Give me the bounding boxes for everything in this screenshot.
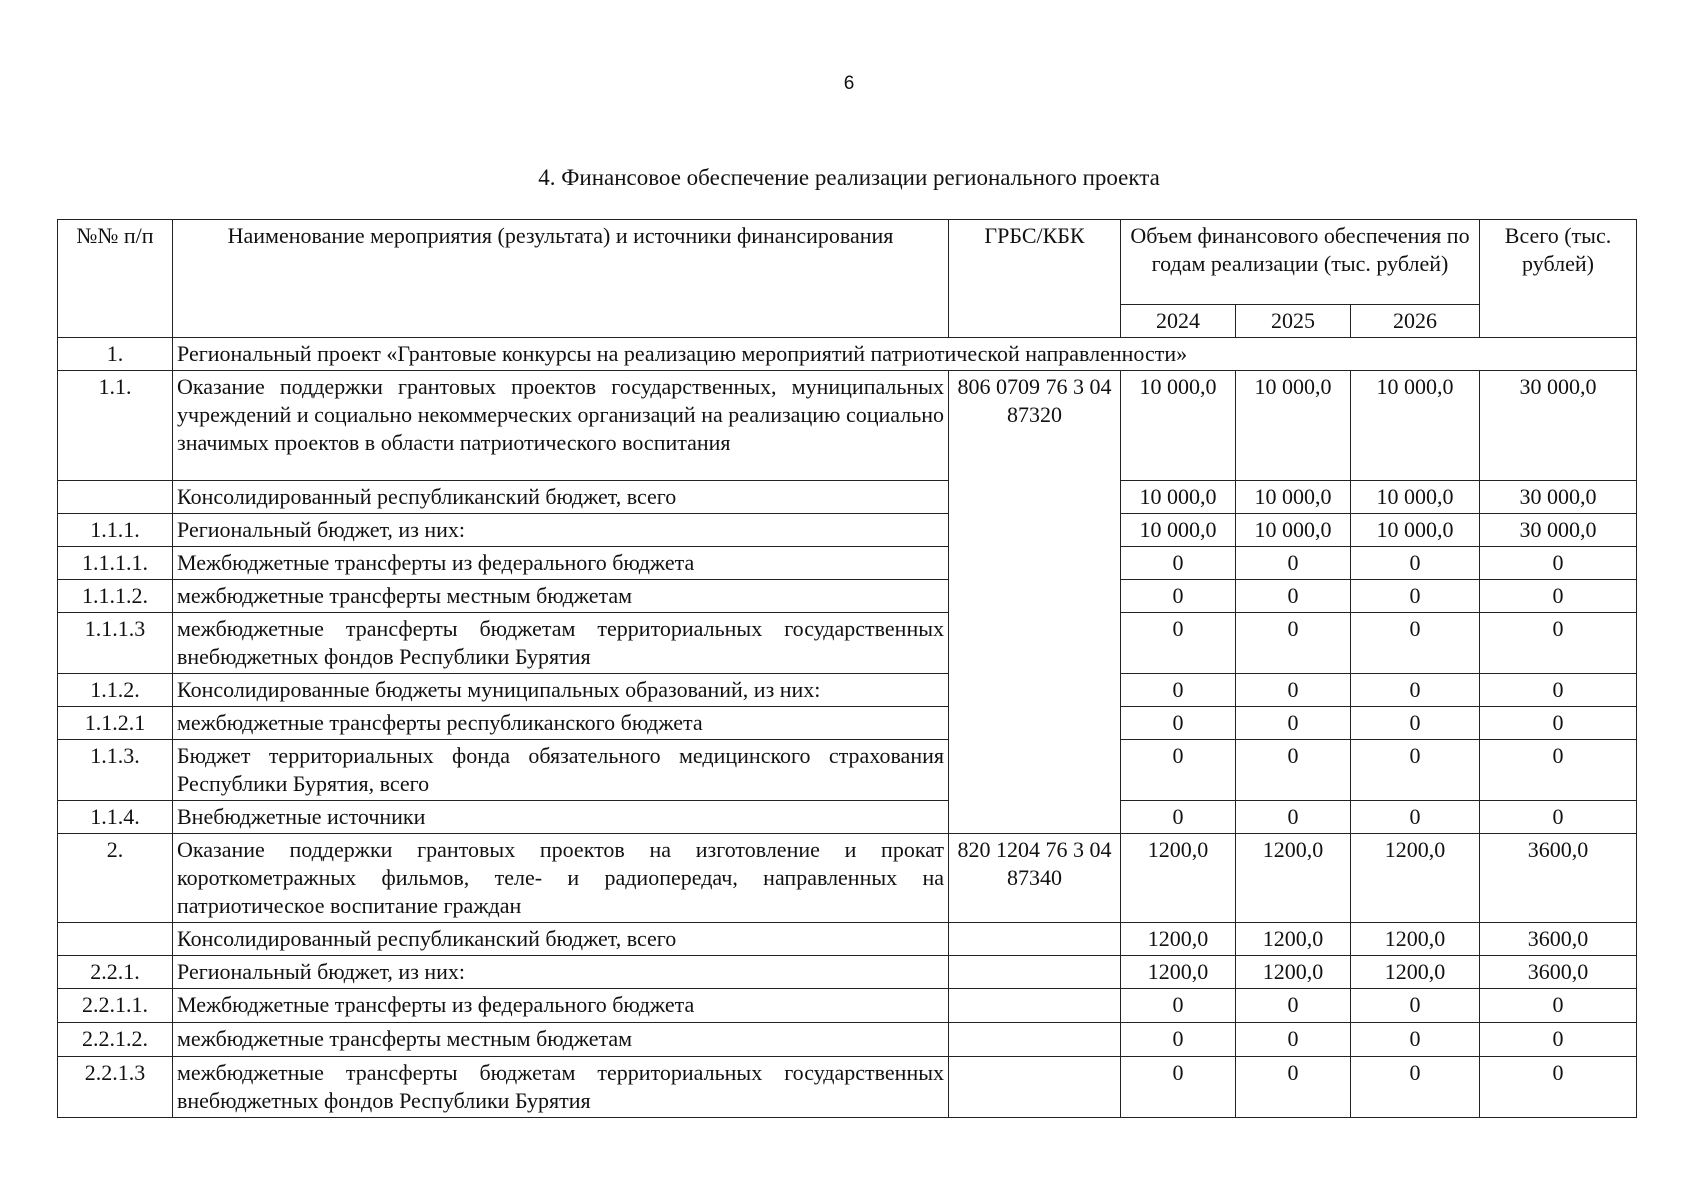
row-total: 0 [1480, 740, 1637, 801]
row-name: Оказание поддержки грантовых проектов на изготовление и прокат короткометражных фильмов, теле- и радиопередач, направленных на патриотическое воспитание граждан [173, 834, 949, 923]
row-value-2026: 0 [1351, 801, 1480, 834]
row-num: 1.1.1.3 [58, 613, 173, 674]
row-grbs-kbk-empty [949, 989, 1121, 1023]
row-grbs-kbk: 806 0709 76 3 04 87320 [949, 371, 1121, 834]
row-value-2025: 1200,0 [1236, 834, 1351, 923]
header-year-2026: 2026 [1351, 305, 1480, 338]
row-value-2024: 0 [1121, 1023, 1236, 1057]
row-name: Консолидированный республиканский бюджет, всего [173, 923, 949, 956]
table-row [58, 580, 1637, 613]
header-grbs: ГРБС/КБК [949, 220, 1121, 338]
row-total: 0 [1480, 580, 1637, 613]
row-total: 3600,0 [1480, 834, 1637, 923]
row-total: 0 [1480, 1023, 1637, 1057]
table-row [58, 707, 1637, 740]
row-value-2025: 0 [1236, 1057, 1351, 1118]
row-value-2024: 1200,0 [1121, 923, 1236, 956]
row-grbs-kbk-empty [949, 1023, 1121, 1057]
header-num: №№ п/п [58, 220, 173, 338]
row-value-2026: 1200,0 [1351, 923, 1480, 956]
row-value-2025: 1200,0 [1236, 923, 1351, 956]
row-value-2026: 0 [1351, 707, 1480, 740]
row-name: Внебюджетные источники [173, 801, 949, 834]
row-name: Консолидированные бюджеты муниципальных образований, из них: [173, 674, 949, 707]
row-value-2026: 1200,0 [1351, 956, 1480, 989]
row-num: 1.1.3. [58, 740, 173, 801]
row-value-2025: 0 [1236, 674, 1351, 707]
table-row [58, 547, 1637, 580]
row-value-2025: 0 [1236, 707, 1351, 740]
row-value-2025: 10 000,0 [1236, 371, 1351, 481]
table-row [58, 923, 1637, 956]
row-total: 0 [1480, 801, 1637, 834]
row-num: 2.2.1.2. [58, 1023, 173, 1057]
row-num: 2. [58, 834, 173, 923]
row-value-2026: 0 [1351, 740, 1480, 801]
row-value-2024: 0 [1121, 989, 1236, 1023]
row-value-2026: 0 [1351, 613, 1480, 674]
row-value-2026: 10 000,0 [1351, 514, 1480, 547]
row-num: 1.1.1. [58, 514, 173, 547]
row-value-2024: 0 [1121, 580, 1236, 613]
row-value-2025: 0 [1236, 580, 1351, 613]
row-value-2024: 1200,0 [1121, 956, 1236, 989]
header-volume: Объем финансового обеспечения по годам реализации (тыс. рублей) [1121, 220, 1480, 305]
row-value-2026: 1200,0 [1351, 834, 1480, 923]
financing-table [57, 219, 1637, 1118]
row-name: Оказание поддержки грантовых проектов государственных, муниципальных учреждений и социально некоммерческих организаций на реализацию социально значимых проектов в области патриотического воспитания [173, 371, 949, 481]
table-row [58, 1057, 1637, 1118]
row-num: 2.2.1. [58, 956, 173, 989]
row-grbs-kbk-empty [949, 1057, 1121, 1118]
table-row [58, 801, 1637, 834]
row-total: 0 [1480, 613, 1637, 674]
row-total: 0 [1480, 674, 1637, 707]
row-total: 30 000,0 [1480, 481, 1637, 514]
row-total: 3600,0 [1480, 923, 1637, 956]
row-total: 30 000,0 [1480, 371, 1637, 481]
row-value-2026: 0 [1351, 547, 1480, 580]
row-name: Межбюджетные трансферты из федерального бюджета [173, 547, 949, 580]
row-num: 1.1. [58, 371, 173, 481]
row-name: Региональный бюджет, из них: [173, 514, 949, 547]
row-total: 0 [1480, 547, 1637, 580]
project-row [58, 338, 1637, 371]
row-value-2025: 0 [1236, 989, 1351, 1023]
row-value-2024: 0 [1121, 547, 1236, 580]
row-grbs-kbk: 820 1204 76 3 04 87340 [949, 834, 1121, 923]
table-row [58, 514, 1637, 547]
row-num [58, 481, 173, 514]
row-value-2026: 10 000,0 [1351, 371, 1480, 481]
page-number: 6 [843, 73, 855, 94]
project-num: 1. [58, 338, 173, 371]
table-row [58, 613, 1637, 674]
table-row [58, 1023, 1637, 1057]
row-value-2025: 0 [1236, 801, 1351, 834]
row-total: 3600,0 [1480, 956, 1637, 989]
row-name: межбюджетные трансферты бюджетам территориальных государственных внебюджетных фондов Республики Бурятия [173, 613, 949, 674]
row-name: межбюджетные трансферты местным бюджетам [173, 1023, 949, 1057]
row-num: 1.1.2. [58, 674, 173, 707]
project-name: Региональный проект «Грантовые конкурсы на реализацию мероприятий патриотической направленности» [173, 338, 1637, 371]
row-num: 1.1.2.1 [58, 707, 173, 740]
section-title: 4. Финансовое обеспечение реализации регионального проекта [538, 165, 1160, 190]
row-name: Межбюджетные трансферты из федерального бюджета [173, 989, 949, 1023]
row-value-2026: 10 000,0 [1351, 481, 1480, 514]
row-value-2024: 10 000,0 [1121, 481, 1236, 514]
row-value-2024: 0 [1121, 613, 1236, 674]
row-total: 0 [1480, 1057, 1637, 1118]
row-num: 2.2.1.1. [58, 989, 173, 1023]
row-value-2026: 0 [1351, 989, 1480, 1023]
row-value-2025: 1200,0 [1236, 956, 1351, 989]
row-value-2025: 0 [1236, 740, 1351, 801]
table-row [58, 989, 1637, 1023]
row-value-2024: 10 000,0 [1121, 514, 1236, 547]
table-row [58, 674, 1637, 707]
row-value-2025: 10 000,0 [1236, 514, 1351, 547]
row-name: Региональный бюджет, из них: [173, 956, 949, 989]
row-grbs-kbk-empty [949, 923, 1121, 956]
row-total: 0 [1480, 707, 1637, 740]
row-value-2026: 0 [1351, 580, 1480, 613]
row-value-2024: 0 [1121, 674, 1236, 707]
row-value-2025: 0 [1236, 547, 1351, 580]
row-value-2025: 0 [1236, 613, 1351, 674]
row-num [58, 923, 173, 956]
row-value-2024: 0 [1121, 740, 1236, 801]
row-num: 1.1.1.1. [58, 547, 173, 580]
row-grbs-kbk-empty [949, 956, 1121, 989]
table-row [58, 956, 1637, 989]
header-year-2025: 2025 [1236, 305, 1351, 338]
row-value-2025: 10 000,0 [1236, 481, 1351, 514]
header-name: Наименование мероприятия (результата) и источники финансирования [173, 220, 949, 338]
row-value-2024: 0 [1121, 801, 1236, 834]
header-total: Всего (тыс. рублей) [1480, 220, 1637, 338]
row-num: 2.2.1.3 [58, 1057, 173, 1118]
table-row [58, 834, 1637, 923]
row-name: Консолидированный республиканский бюджет, всего [173, 481, 949, 514]
row-num: 1.1.1.2. [58, 580, 173, 613]
table-row [58, 481, 1637, 514]
row-total: 30 000,0 [1480, 514, 1637, 547]
row-total: 0 [1480, 989, 1637, 1023]
row-name: Бюджет территориальных фонда обязательного медицинского страхования Республики Бурятия, всего [173, 740, 949, 801]
header-row [58, 220, 1637, 305]
row-name: межбюджетные трансферты республиканского бюджета [173, 707, 949, 740]
row-value-2026: 0 [1351, 1057, 1480, 1118]
row-value-2026: 0 [1351, 1023, 1480, 1057]
row-num: 1.1.4. [58, 801, 173, 834]
table-row [58, 740, 1637, 801]
row-value-2024: 1200,0 [1121, 834, 1236, 923]
row-value-2024: 10 000,0 [1121, 371, 1236, 481]
row-value-2024: 0 [1121, 1057, 1236, 1118]
row-value-2026: 0 [1351, 674, 1480, 707]
row-name: межбюджетные трансферты бюджетам территориальных государственных внебюджетных фондов Республики Бурятия [173, 1057, 949, 1118]
table-row [58, 371, 1637, 481]
row-name: межбюджетные трансферты местным бюджетам [173, 580, 949, 613]
header-year-2024: 2024 [1121, 305, 1236, 338]
row-value-2025: 0 [1236, 1023, 1351, 1057]
row-value-2024: 0 [1121, 707, 1236, 740]
